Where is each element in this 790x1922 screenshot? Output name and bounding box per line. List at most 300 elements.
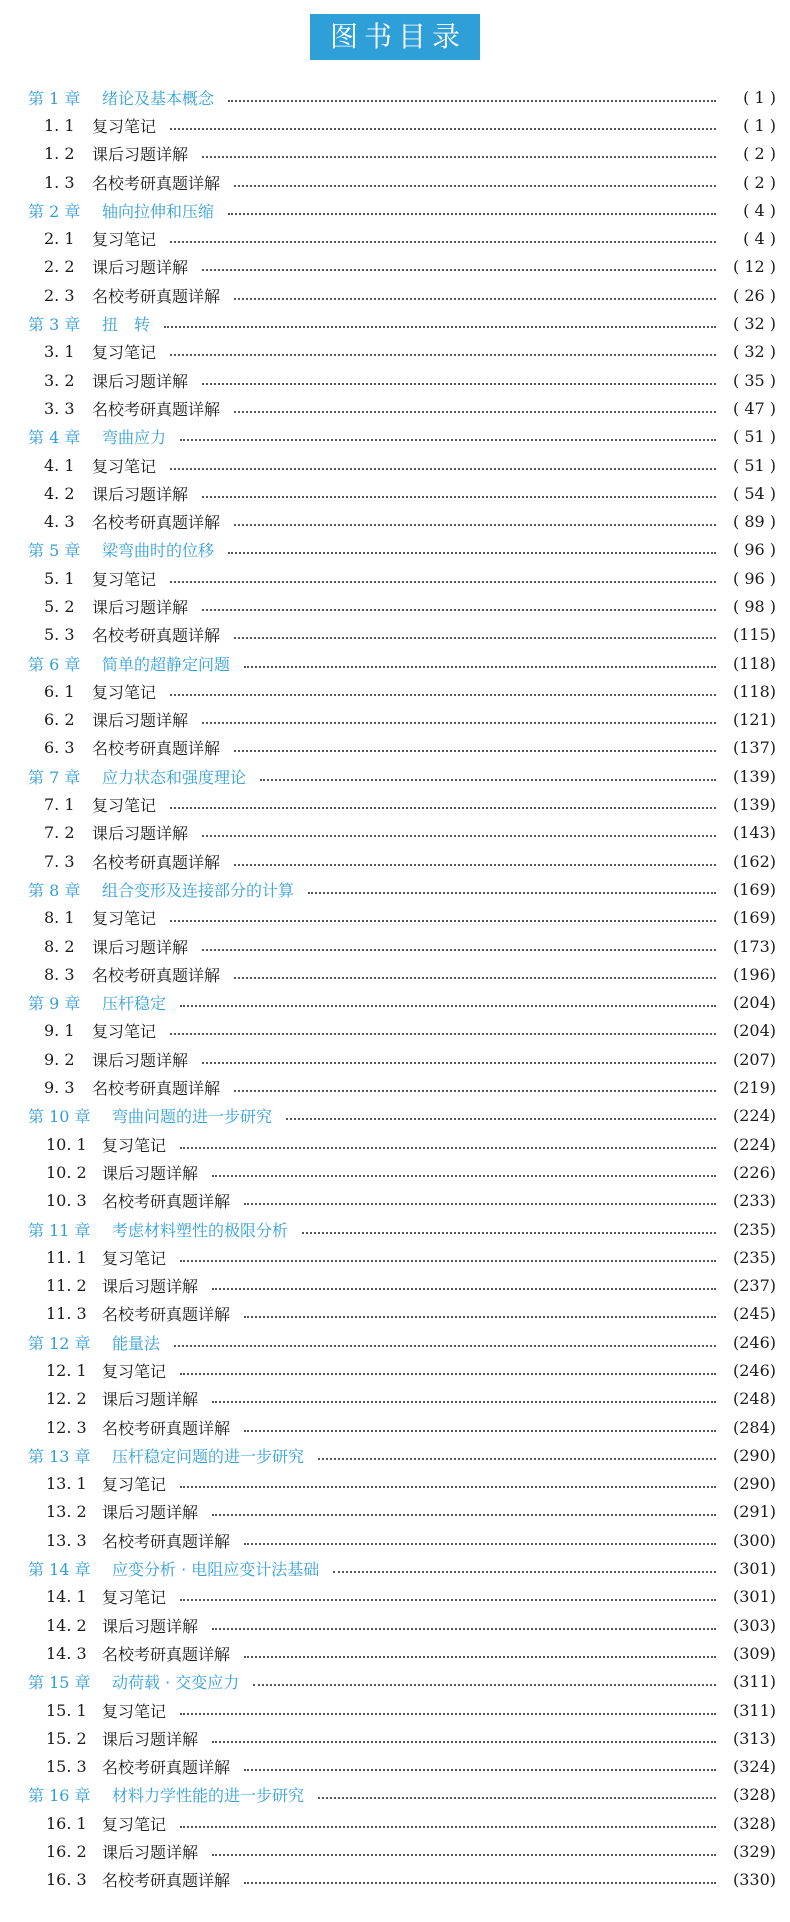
page-number: (139) bbox=[732, 766, 776, 786]
section-number: 14. 2 bbox=[46, 1615, 87, 1635]
dot-leader bbox=[228, 551, 716, 554]
dot-leader bbox=[234, 636, 716, 639]
section-title: 复习笔记 bbox=[102, 1248, 167, 1268]
section-number: 15. 3 bbox=[46, 1757, 87, 1777]
table-of-contents bbox=[0, 83, 790, 1894]
section-number: 8. 1 bbox=[44, 908, 75, 928]
dot-leader bbox=[333, 1570, 716, 1573]
section-title: 课后习题详解 bbox=[92, 711, 189, 731]
toc-section-entry-13-1[interactable] bbox=[0, 1470, 790, 1498]
section-number: 5. 1 bbox=[44, 568, 75, 588]
section-number: 2. 2 bbox=[44, 257, 75, 277]
toc-section-entry-1-3[interactable] bbox=[0, 168, 790, 196]
toc-chapter-entry-8[interactable] bbox=[0, 875, 790, 903]
section-number: 5. 3 bbox=[44, 625, 75, 645]
section-title: 复习笔记 bbox=[102, 1814, 167, 1834]
toc-section-entry-4-3[interactable] bbox=[0, 507, 790, 535]
page-number: (173) bbox=[732, 936, 776, 956]
dot-leader bbox=[202, 1061, 716, 1064]
dot-leader bbox=[170, 1032, 716, 1035]
page-number: (330) bbox=[732, 1870, 776, 1890]
toc-chapter-entry-2[interactable] bbox=[0, 196, 790, 224]
dot-leader bbox=[244, 665, 716, 668]
toc-section-entry-12-3[interactable] bbox=[0, 1413, 790, 1441]
toc-section-entry-3-3[interactable] bbox=[0, 394, 790, 422]
toc-section-entry-13-2[interactable] bbox=[0, 1498, 790, 1526]
dot-leader bbox=[234, 863, 716, 866]
dot-leader bbox=[302, 1231, 716, 1234]
page-number: (301) bbox=[732, 1587, 776, 1607]
toc-section-entry-7-1[interactable] bbox=[0, 790, 790, 818]
section-number: 1. 3 bbox=[44, 172, 75, 192]
chapter-title: 弯曲问题的进一步研究 bbox=[112, 1107, 273, 1127]
page-number: (246) bbox=[732, 1332, 776, 1352]
chapter-number: 第 9 章 bbox=[28, 994, 81, 1014]
section-title: 课后习题详解 bbox=[102, 1503, 199, 1523]
dot-leader bbox=[244, 1315, 716, 1318]
toc-section-entry-14-1[interactable] bbox=[0, 1583, 790, 1611]
toc-section-entry-16-1[interactable] bbox=[0, 1809, 790, 1837]
toc-section-entry-9-2[interactable] bbox=[0, 1045, 790, 1073]
section-title: 名校考研真题详解 bbox=[92, 173, 221, 193]
page-number: ( 35 ) bbox=[732, 370, 776, 390]
toc-section-entry-4-2[interactable] bbox=[0, 479, 790, 507]
section-title: 名校考研真题详解 bbox=[102, 1192, 231, 1212]
section-number: 10. 3 bbox=[46, 1191, 87, 1211]
page-number: (246) bbox=[732, 1361, 776, 1380]
dot-leader bbox=[234, 749, 716, 752]
section-number: 16. 1 bbox=[46, 1813, 87, 1833]
dot-leader bbox=[234, 976, 716, 979]
page-number: (311) bbox=[732, 1672, 776, 1692]
dot-leader bbox=[170, 353, 716, 356]
toc-section-entry-15-2[interactable] bbox=[0, 1724, 790, 1752]
page-number: (290) bbox=[732, 1474, 776, 1494]
chapter-title: 扭 转 bbox=[102, 315, 151, 335]
chapter-title: 应力状态和强度理论 bbox=[102, 767, 247, 787]
toc-section-entry-9-3[interactable] bbox=[0, 1073, 790, 1101]
page-number: (169) bbox=[732, 908, 776, 928]
section-number: 10. 2 bbox=[46, 1162, 87, 1182]
chapter-title: 弯曲应力 bbox=[102, 428, 167, 448]
toc-chapter-entry-6[interactable] bbox=[0, 649, 790, 677]
page-title: 图书目录 bbox=[310, 14, 480, 60]
section-title: 名校考研真题详解 bbox=[92, 1079, 221, 1099]
section-number: 16. 3 bbox=[46, 1870, 87, 1890]
dot-leader bbox=[202, 495, 716, 498]
toc-section-entry-10-3[interactable] bbox=[0, 1187, 790, 1215]
toc-section-entry-9-1[interactable] bbox=[0, 1017, 790, 1045]
section-title: 课后习题详解 bbox=[102, 1163, 199, 1183]
page-number: (328) bbox=[732, 1785, 776, 1805]
section-number: 9. 1 bbox=[44, 1021, 75, 1041]
toc-section-entry-5-2[interactable] bbox=[0, 592, 790, 620]
toc-chapter-entry-14[interactable] bbox=[0, 1554, 790, 1582]
section-number: 15. 1 bbox=[46, 1700, 87, 1720]
toc-section-entry-15-1[interactable] bbox=[0, 1696, 790, 1724]
section-title: 名校考研真题详解 bbox=[102, 1758, 231, 1778]
section-title: 课后习题详解 bbox=[92, 937, 189, 957]
section-title: 名校考研真题详解 bbox=[102, 1644, 231, 1664]
section-title: 课后习题详解 bbox=[92, 258, 189, 278]
page-number: ( 2 ) bbox=[743, 144, 776, 164]
dot-leader bbox=[244, 1881, 716, 1884]
toc-chapter-entry-16[interactable] bbox=[0, 1781, 790, 1809]
page-number: ( 2 ) bbox=[743, 172, 776, 192]
section-number: 2. 3 bbox=[44, 285, 75, 305]
toc-section-entry-8-1[interactable] bbox=[0, 904, 790, 932]
page-number: ( 32 ) bbox=[732, 342, 776, 362]
toc-section-entry-3-1[interactable] bbox=[0, 338, 790, 366]
page-number: (313) bbox=[732, 1728, 776, 1748]
section-title: 复习笔记 bbox=[102, 1588, 167, 1608]
page-number: (329) bbox=[732, 1842, 776, 1862]
dot-leader bbox=[244, 1429, 716, 1432]
dot-leader bbox=[228, 99, 716, 102]
page-number: ( 1 ) bbox=[743, 87, 776, 107]
dot-leader bbox=[180, 1712, 716, 1715]
toc-section-entry-16-3[interactable] bbox=[0, 1866, 790, 1894]
section-number: 10. 1 bbox=[46, 1134, 87, 1154]
chapter-number: 第 6 章 bbox=[28, 654, 81, 674]
section-title: 复习笔记 bbox=[102, 1362, 167, 1381]
toc-chapter-entry-3[interactable] bbox=[0, 309, 790, 337]
section-title: 复习笔记 bbox=[92, 682, 157, 702]
dot-leader bbox=[170, 127, 716, 130]
toc-section-entry-15-3[interactable] bbox=[0, 1753, 790, 1781]
section-number: 15. 2 bbox=[46, 1728, 87, 1748]
chapter-number: 第 15 章 bbox=[28, 1673, 91, 1693]
section-number: 12. 3 bbox=[46, 1417, 87, 1437]
toc-section-entry-6-1[interactable] bbox=[0, 677, 790, 705]
section-title: 课后习题详解 bbox=[92, 824, 189, 844]
chapter-number: 第 2 章 bbox=[28, 201, 81, 221]
chapter-title: 梁弯曲时的位移 bbox=[102, 541, 215, 561]
toc-section-entry-14-2[interactable] bbox=[0, 1611, 790, 1639]
page-number: (233) bbox=[732, 1191, 776, 1211]
chapter-title: 压杆稳定问题的进一步研究 bbox=[112, 1446, 305, 1466]
section-number: 5. 2 bbox=[44, 596, 75, 616]
chapter-title: 应变分析 · 电阻应变计法基础 bbox=[112, 1560, 320, 1580]
dot-leader bbox=[318, 1457, 716, 1460]
toc-chapter-entry-13[interactable] bbox=[0, 1441, 790, 1469]
toc-section-entry-10-1[interactable] bbox=[0, 1130, 790, 1158]
dot-leader bbox=[202, 382, 716, 385]
section-number: 4. 3 bbox=[44, 512, 75, 532]
chapter-title: 简单的超静定问题 bbox=[102, 654, 231, 674]
section-number: 6. 3 bbox=[44, 738, 75, 758]
toc-section-entry-1-1[interactable] bbox=[0, 111, 790, 139]
section-title: 复习笔记 bbox=[92, 796, 157, 816]
page-number: (224) bbox=[732, 1106, 776, 1126]
page-number: (300) bbox=[732, 1530, 776, 1550]
dot-leader bbox=[228, 212, 716, 215]
section-title: 名校考研真题详解 bbox=[102, 1305, 231, 1325]
toc-chapter-entry-11[interactable] bbox=[0, 1215, 790, 1243]
section-title: 课后习题详解 bbox=[92, 484, 189, 504]
section-number: 11. 1 bbox=[46, 1247, 87, 1267]
toc-section-entry-2-2[interactable] bbox=[0, 253, 790, 281]
dot-leader bbox=[180, 1485, 716, 1488]
dot-leader bbox=[286, 1117, 716, 1120]
section-number: 7. 2 bbox=[44, 823, 75, 843]
chapter-title: 考虑材料塑性的极限分析 bbox=[112, 1220, 289, 1240]
dot-leader bbox=[180, 1598, 716, 1601]
page-number: (235) bbox=[732, 1247, 776, 1267]
page-number: (207) bbox=[732, 1049, 776, 1069]
page-number: (204) bbox=[732, 993, 776, 1013]
chapter-number: 第 7 章 bbox=[28, 767, 81, 787]
dot-leader bbox=[170, 580, 716, 583]
page-number: ( 96 ) bbox=[732, 568, 776, 588]
toc-chapter-entry-1[interactable] bbox=[0, 83, 790, 111]
section-number: 14. 3 bbox=[46, 1643, 87, 1663]
section-number: 1. 2 bbox=[44, 144, 75, 164]
toc-section-entry-4-1[interactable] bbox=[0, 451, 790, 479]
toc-section-entry-2-3[interactable] bbox=[0, 281, 790, 309]
section-title: 名校考研真题详解 bbox=[92, 513, 221, 533]
toc-section-entry-11-2[interactable] bbox=[0, 1271, 790, 1299]
dot-leader bbox=[234, 297, 716, 300]
page-number: (169) bbox=[732, 879, 776, 899]
page-number: ( 26 ) bbox=[732, 285, 776, 305]
toc-section-entry-3-2[interactable] bbox=[0, 366, 790, 394]
toc-chapter-entry-10[interactable] bbox=[0, 1102, 790, 1130]
dot-leader bbox=[180, 438, 716, 441]
toc-section-entry-14-3[interactable] bbox=[0, 1639, 790, 1667]
section-number: 7. 3 bbox=[44, 851, 75, 871]
page-number: (118) bbox=[732, 653, 776, 673]
page-number: (311) bbox=[732, 1700, 776, 1720]
page-number: ( 47 ) bbox=[732, 398, 776, 418]
section-title: 课后习题详解 bbox=[102, 1277, 199, 1297]
chapter-number: 第 1 章 bbox=[28, 88, 81, 108]
section-number: 6. 2 bbox=[44, 710, 75, 730]
toc-chapter-entry-9[interactable] bbox=[0, 989, 790, 1017]
section-title: 课后习题详解 bbox=[92, 597, 189, 617]
dot-leader bbox=[174, 1344, 716, 1347]
chapter-title: 轴向拉伸和压缩 bbox=[102, 201, 215, 221]
page-number: ( 54 ) bbox=[732, 483, 776, 503]
section-title: 复习笔记 bbox=[92, 116, 157, 136]
section-title: 名校考研真题详解 bbox=[92, 286, 221, 306]
toc-section-entry-7-3[interactable] bbox=[0, 847, 790, 875]
toc-section-entry-16-2[interactable] bbox=[0, 1837, 790, 1865]
chapter-number: 第 14 章 bbox=[28, 1560, 91, 1580]
dot-leader bbox=[212, 1627, 716, 1630]
chapter-number: 第 16 章 bbox=[28, 1786, 91, 1806]
dot-leader bbox=[170, 919, 716, 922]
page-number: (284) bbox=[732, 1417, 776, 1437]
dot-leader bbox=[234, 1089, 716, 1092]
toc-section-entry-8-3[interactable] bbox=[0, 960, 790, 988]
section-number: 4. 1 bbox=[44, 455, 75, 475]
dot-leader bbox=[180, 1146, 716, 1149]
page-number: (139) bbox=[732, 795, 776, 815]
section-number: 13. 2 bbox=[46, 1502, 87, 1522]
toc-section-entry-13-3[interactable] bbox=[0, 1526, 790, 1554]
section-number: 3. 1 bbox=[44, 342, 75, 362]
toc-section-entry-5-3[interactable] bbox=[0, 621, 790, 649]
page-number: (196) bbox=[732, 964, 776, 984]
section-title: 课后习题详解 bbox=[102, 1843, 199, 1863]
dot-leader bbox=[202, 834, 716, 837]
toc-chapter-entry-12[interactable] bbox=[0, 1328, 790, 1356]
dot-leader bbox=[244, 1202, 716, 1205]
section-title: 课后习题详解 bbox=[92, 371, 189, 391]
dot-leader bbox=[212, 1853, 716, 1856]
section-number: 12. 1 bbox=[46, 1361, 87, 1380]
dot-leader bbox=[170, 240, 716, 243]
page-number: ( 32 ) bbox=[732, 314, 776, 334]
page-number: ( 4 ) bbox=[743, 200, 776, 220]
section-number: 8. 2 bbox=[44, 936, 75, 956]
toc-section-entry-7-2[interactable] bbox=[0, 819, 790, 847]
section-title: 名校考研真题详解 bbox=[92, 399, 221, 419]
section-title: 复习笔记 bbox=[102, 1475, 167, 1495]
toc-chapter-entry-5[interactable] bbox=[0, 536, 790, 564]
toc-section-entry-6-2[interactable] bbox=[0, 706, 790, 734]
page-number: (219) bbox=[732, 1078, 776, 1098]
section-title: 复习笔记 bbox=[92, 343, 157, 363]
chapter-number: 第 8 章 bbox=[28, 880, 81, 900]
toc-section-entry-6-3[interactable] bbox=[0, 734, 790, 762]
page-number: (309) bbox=[732, 1643, 776, 1663]
dot-leader bbox=[308, 891, 716, 894]
page-number: (245) bbox=[732, 1304, 776, 1324]
toc-section-entry-12-1[interactable] bbox=[0, 1356, 790, 1384]
dot-leader bbox=[202, 268, 716, 271]
section-title: 名校考研真题详解 bbox=[92, 739, 221, 759]
dot-leader bbox=[170, 806, 716, 809]
section-title: 名校考研真题详解 bbox=[102, 1871, 231, 1891]
section-number: 11. 3 bbox=[46, 1304, 87, 1324]
dot-leader bbox=[180, 1372, 716, 1375]
chapter-title: 组合变形及连接部分的计算 bbox=[102, 880, 295, 900]
dot-leader bbox=[202, 721, 716, 724]
section-title: 名校考研真题详解 bbox=[102, 1531, 231, 1551]
page-number: (290) bbox=[732, 1445, 776, 1465]
chapter-title: 动荷载 · 交变应力 bbox=[112, 1673, 240, 1693]
toc-section-entry-5-1[interactable] bbox=[0, 564, 790, 592]
page-number: (237) bbox=[732, 1276, 776, 1296]
page-number: (162) bbox=[732, 851, 776, 871]
section-title: 课后习题详解 bbox=[102, 1390, 199, 1410]
dot-leader bbox=[234, 184, 716, 187]
section-number: 1. 1 bbox=[44, 115, 75, 135]
section-title: 复习笔记 bbox=[102, 1701, 167, 1721]
page-number: (226) bbox=[732, 1162, 776, 1182]
chapter-number: 第 4 章 bbox=[28, 428, 81, 448]
section-number: 4. 2 bbox=[44, 483, 75, 503]
dot-leader bbox=[244, 1655, 716, 1658]
dot-leader bbox=[202, 948, 716, 951]
page-number: (121) bbox=[732, 710, 776, 730]
page-number: (324) bbox=[732, 1757, 776, 1777]
chapter-number: 第 5 章 bbox=[28, 541, 81, 561]
chapter-title: 能量法 bbox=[112, 1333, 161, 1353]
dot-leader bbox=[318, 1796, 716, 1799]
page-number: (235) bbox=[732, 1219, 776, 1239]
dot-leader bbox=[202, 155, 716, 158]
page-number: (137) bbox=[732, 738, 776, 758]
page-number: ( 12 ) bbox=[732, 257, 776, 277]
page-number: (204) bbox=[732, 1021, 776, 1041]
page-number: ( 98 ) bbox=[732, 596, 776, 616]
chapter-number: 第 3 章 bbox=[28, 315, 81, 335]
section-title: 名校考研真题详解 bbox=[102, 1418, 231, 1438]
toc-chapter-entry-15[interactable] bbox=[0, 1668, 790, 1696]
dot-leader bbox=[212, 1740, 716, 1743]
section-number: 13. 1 bbox=[46, 1474, 87, 1494]
section-title: 课后习题详解 bbox=[92, 1050, 189, 1070]
dot-leader bbox=[212, 1287, 716, 1290]
chapter-title: 绪论及基本概念 bbox=[102, 88, 215, 108]
section-number: 6. 1 bbox=[44, 681, 75, 701]
page-number: ( 96 ) bbox=[732, 540, 776, 560]
section-title: 复习笔记 bbox=[92, 1022, 157, 1042]
dot-leader bbox=[234, 523, 716, 526]
section-title: 名校考研真题详解 bbox=[92, 965, 221, 985]
section-title: 课后习题详解 bbox=[102, 1616, 199, 1636]
page-number: (224) bbox=[732, 1134, 776, 1154]
chapter-number: 第 12 章 bbox=[28, 1333, 91, 1353]
dot-leader bbox=[202, 608, 716, 611]
section-title: 课后习题详解 bbox=[102, 1729, 199, 1749]
page-number: ( 1 ) bbox=[743, 115, 776, 135]
chapter-title: 压杆稳定 bbox=[102, 994, 167, 1014]
dot-leader bbox=[260, 778, 716, 781]
section-number: 8. 3 bbox=[44, 964, 75, 984]
page-number: (248) bbox=[732, 1389, 776, 1409]
dot-leader bbox=[180, 1004, 716, 1007]
dot-leader bbox=[244, 1768, 716, 1771]
dot-leader bbox=[170, 467, 716, 470]
chapter-number: 第 10 章 bbox=[28, 1107, 91, 1127]
section-number: 11. 2 bbox=[46, 1276, 87, 1296]
toc-section-entry-11-3[interactable] bbox=[0, 1300, 790, 1328]
section-number: 3. 2 bbox=[44, 370, 75, 390]
section-title: 复习笔记 bbox=[92, 909, 157, 929]
dot-leader bbox=[170, 693, 716, 696]
dot-leader bbox=[164, 325, 716, 328]
chapter-number: 第 13 章 bbox=[28, 1446, 91, 1466]
chapter-title: 材料力学性能的进一步研究 bbox=[112, 1786, 305, 1806]
toc-section-entry-11-1[interactable] bbox=[0, 1243, 790, 1271]
toc-section-entry-2-1[interactable] bbox=[0, 224, 790, 252]
toc-section-entry-1-2[interactable] bbox=[0, 140, 790, 168]
page-number: ( 51 ) bbox=[732, 455, 776, 475]
toc-section-entry-12-2[interactable] bbox=[0, 1385, 790, 1413]
toc-chapter-entry-4[interactable] bbox=[0, 423, 790, 451]
toc-section-entry-10-2[interactable] bbox=[0, 1158, 790, 1186]
page-number: (143) bbox=[732, 823, 776, 843]
page-number: (303) bbox=[732, 1615, 776, 1635]
dot-leader bbox=[180, 1825, 716, 1828]
section-number: 9. 3 bbox=[44, 1078, 75, 1098]
dot-leader bbox=[180, 1259, 716, 1262]
page-number: (328) bbox=[732, 1813, 776, 1833]
toc-chapter-entry-7[interactable] bbox=[0, 762, 790, 790]
page-number: ( 89 ) bbox=[732, 512, 776, 532]
section-number: 13. 3 bbox=[46, 1530, 87, 1550]
dot-leader bbox=[212, 1400, 716, 1403]
dot-leader bbox=[212, 1174, 716, 1177]
toc-section-entry-8-2[interactable] bbox=[0, 932, 790, 960]
section-number: 7. 1 bbox=[44, 795, 75, 815]
section-title: 名校考研真题详解 bbox=[92, 626, 221, 646]
section-title: 复习笔记 bbox=[92, 569, 157, 589]
